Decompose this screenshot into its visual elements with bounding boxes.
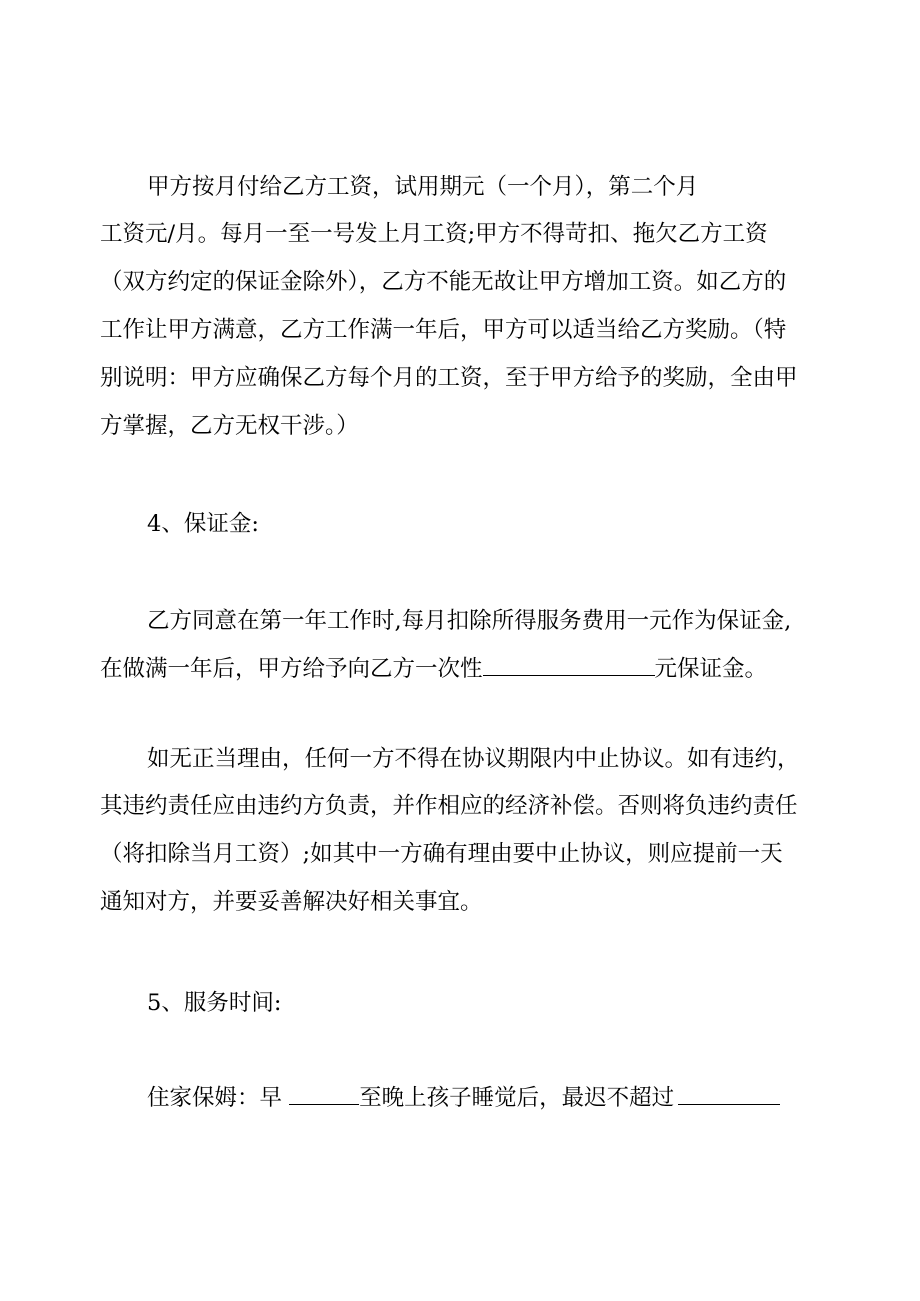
deposit-text-before-blank: 在做满一年后，甲方给予向乙方一次性 — [100, 656, 483, 682]
start-time-blank — [289, 1082, 359, 1105]
service-time-line — [147, 1082, 780, 1112]
termination-paragraph-line-2: 其违约责任应由违约方负责，并作相应的经济补偿。否则将负违约责任 — [100, 793, 798, 819]
section-4-heading: 4、保证金: — [147, 511, 259, 537]
salary-paragraph-line-5: 别说明：甲方应确保乙方每个月的工资，至于甲方给予的奖励，全由甲 — [100, 365, 798, 391]
deposit-paragraph-line-1: 乙方同意在第一年工作时,每月扣除所得服务费用一元作为保证金, — [147, 608, 792, 634]
salary-paragraph-line-4: 工作让甲方满意，乙方工作满一年后，甲方可以适当给乙方奖励。（特 — [100, 317, 787, 343]
salary-paragraph-line-1: 甲方按月付给乙方工资，试用期元（一个月），第二个月 — [147, 174, 699, 200]
service-time-text-before: 住家保姆：早 — [147, 1085, 283, 1111]
salary-paragraph-line-6: 方掌握，乙方无权干涉。） — [100, 413, 359, 439]
deposit-text-after-blank: 元保证金。 — [654, 656, 768, 682]
salary-paragraph-line-3: （双方约定的保证金除外），乙方不能无故让甲方增加工资。如乙方的 — [100, 269, 787, 295]
termination-paragraph-line-3: （将扣除当月工资）;如其中一方确有理由要中止协议，则应提前一天 — [100, 841, 783, 867]
salary-paragraph-line-2: 工资元/月。每月一至一号发上月工资;甲方不得苛扣、拖欠乙方工资 — [100, 221, 768, 247]
latest-time-blank — [678, 1082, 780, 1105]
section-5-heading: 5、服务时间: — [147, 990, 282, 1016]
deposit-amount-blank — [483, 653, 655, 676]
termination-paragraph-line-4: 通知对方，并要妥善解决好相关事宜。 — [100, 889, 483, 915]
service-time-text-middle: 至晚上孩子睡觉后，最迟不超过 — [359, 1085, 675, 1111]
termination-paragraph-line-1: 如无正当理由，任何一方不得在协议期限内中止协议。如有违约， — [147, 746, 800, 772]
deposit-paragraph-line-2 — [100, 653, 767, 683]
